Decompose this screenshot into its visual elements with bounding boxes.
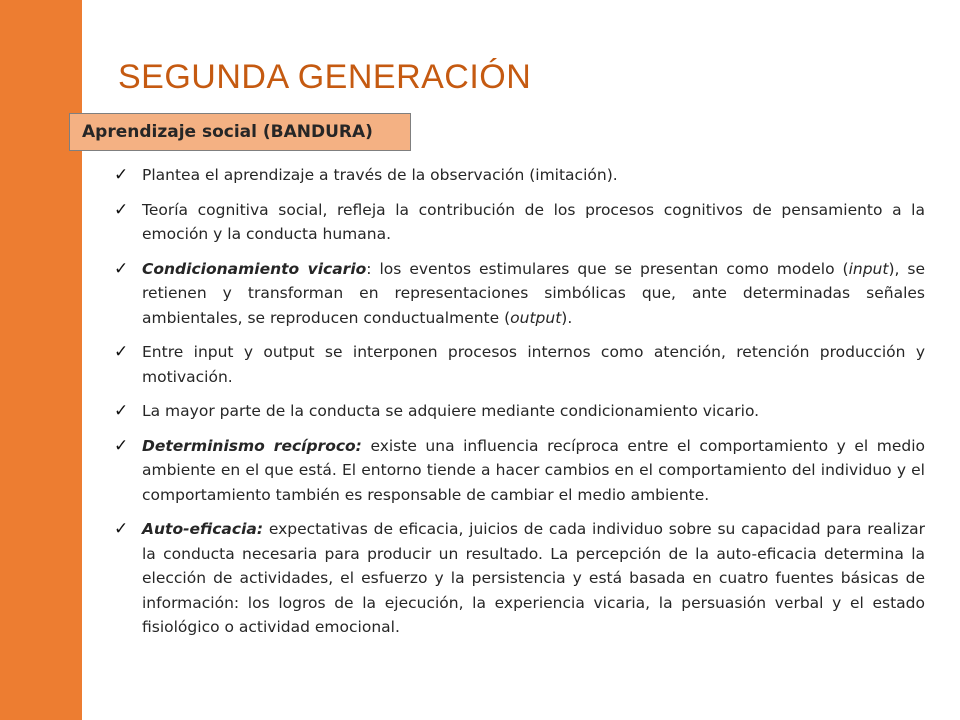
bullet-item <box>110 340 925 389</box>
slide-title: SEGUNDA GENERACIÓN <box>118 58 532 96</box>
bullet-text: existe una influencia recíproca entre el comportamiento y el medio ambiente en el que está. El entorno tiende a hacer cambios en el comportamiento del individuo y el comportamiento también es responsable de cambiar el medio ambiente. <box>142 436 925 504</box>
bullet-list <box>110 163 925 650</box>
checkmark-icon: ✓ <box>114 258 129 279</box>
bullet-item <box>110 434 925 508</box>
checkmark-icon: ✓ <box>114 165 129 185</box>
bullet-emphasis: input <box>848 259 889 278</box>
bullet-emphasis: output <box>510 308 562 327</box>
bullet-item <box>110 257 925 331</box>
bullet-text: ), se retienen y transforman en representaciones simbólicas que, ante determinadas señales ambientales, se reproducen conductualmente ( <box>142 259 926 327</box>
subtitle-box <box>69 113 411 151</box>
orange-side-bar <box>0 0 82 720</box>
subtitle-text: Aprendizaje social (BANDURA) <box>82 122 373 142</box>
bullet-text: expectativas de eficacia, juicios de cada individuo sobre su capacidad para realizar la conducta necesaria para producir un resultado. La percepción de la auto-eficacia determina la elección de actividades, el esfuerzo y la persistencia y está basada en cuatro fuentes básicas de información: los logros de la ejecución, la experiencia vicaria, la persuasión verbal y el estado fisiológico o actividad emocional. <box>142 520 925 636</box>
bullet-text: : los eventos estimulares que se presentan como modelo ( <box>366 259 849 278</box>
bullet-text: ). <box>561 308 573 327</box>
bullet-text: La mayor parte de la conducta se adquiere mediante condicionamiento vicario. <box>142 402 760 420</box>
checkmark-icon: ✓ <box>114 519 129 539</box>
bullet-item <box>110 163 925 188</box>
bullet-text: Entre input y output se interponen procesos internos como atención, retención producción y motivación. <box>142 343 925 386</box>
bullet-item <box>110 399 925 424</box>
bullet-item <box>110 198 925 247</box>
checkmark-icon: ✓ <box>114 342 129 362</box>
bullet-term: Determinismo recíproco: <box>142 436 362 455</box>
checkmark-icon: ✓ <box>114 401 129 421</box>
bullet-text: Teoría cognitiva social, refleja la contribución de los procesos cognitivos de pensamiento a la emoción y la conducta humana. <box>142 200 925 243</box>
bullet-term: Condicionamiento vicario <box>142 259 367 278</box>
checkmark-icon: ✓ <box>114 435 129 456</box>
checkmark-icon: ✓ <box>114 199 129 220</box>
bullet-item <box>110 517 925 640</box>
bullet-text: Plantea el aprendizaje a través de la observación (imitación). <box>142 166 618 184</box>
bullet-term: Auto-eficacia: <box>142 520 264 538</box>
